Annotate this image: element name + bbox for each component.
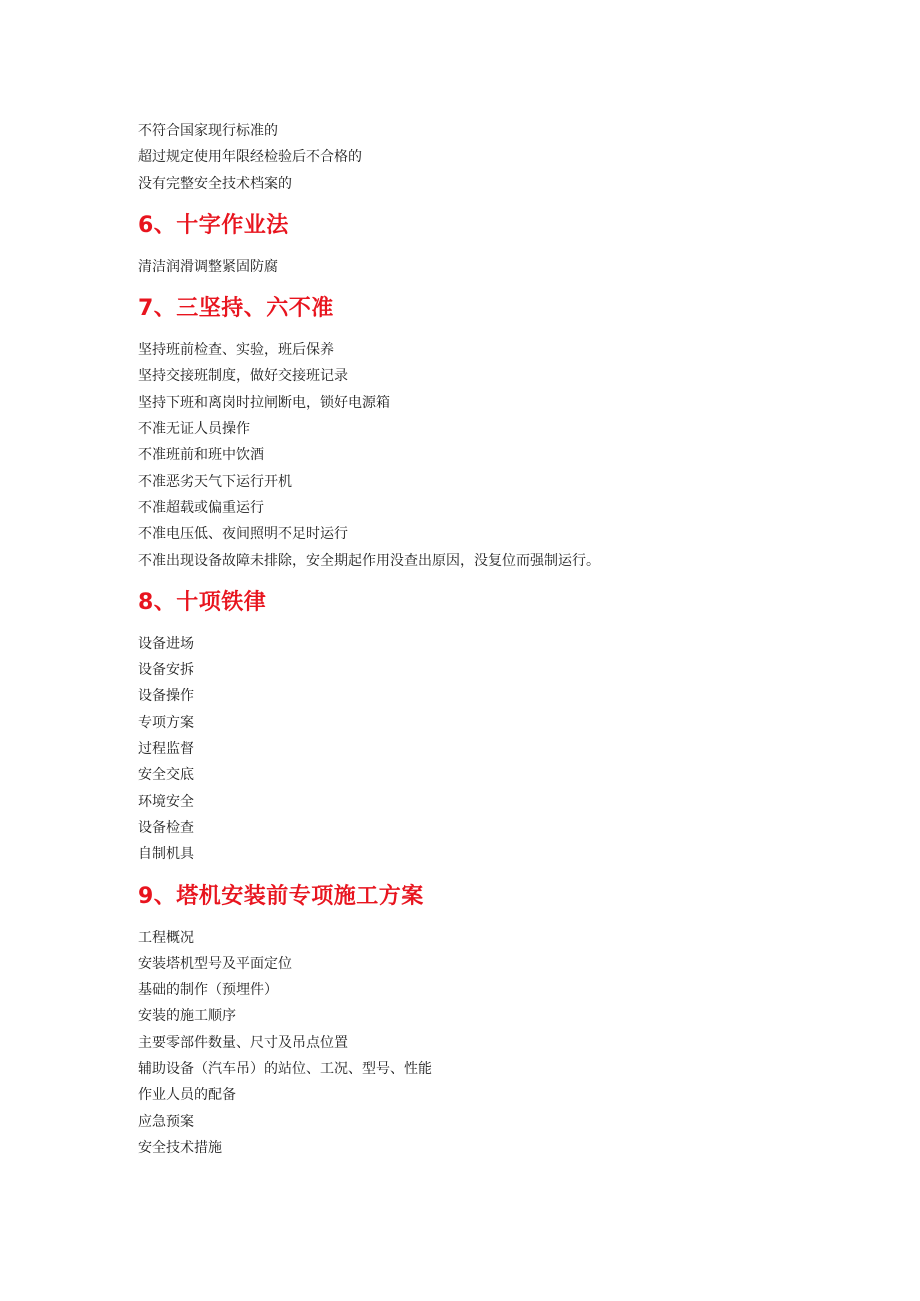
section-heading: 9、塔机安装前专项施工方案 — [138, 883, 424, 909]
list-item: 坚持交接班制度，做好交接班记录 — [138, 368, 348, 385]
list-item: 超过规定使用年限经检验后不合格的 — [138, 149, 362, 166]
list-item: 不准无证人员操作 — [138, 421, 250, 438]
section-9 — [138, 882, 858, 1162]
list-item: 基础的制作（预埋件） — [138, 982, 278, 999]
section-heading: 6、十字作业法 — [138, 212, 289, 238]
list-item: 坚持班前检查、实验，班后保养 — [138, 342, 334, 359]
list-item: 不准超载或偏重运行 — [138, 499, 264, 516]
list-item: 设备安拆 — [138, 662, 194, 679]
document-page — [138, 118, 858, 1161]
list-item: 应急预案 — [138, 1113, 194, 1130]
list-item: 工程概况 — [138, 929, 194, 946]
section-6 — [138, 211, 858, 280]
list-item: 设备检查 — [138, 819, 194, 836]
list-item: 不符合国家现行标准的 — [138, 123, 278, 139]
list-item: 自制机具 — [138, 846, 194, 863]
list-item: 设备进场 — [138, 635, 194, 652]
list-item: 不准恶劣天气下运行开机 — [138, 473, 292, 490]
list-item: 设备操作 — [138, 688, 194, 705]
list-item: 安装塔机型号及平面定位 — [138, 955, 292, 972]
list-item: 不准电压低、夜间照明不足时运行 — [138, 526, 348, 543]
list-item: 安全交底 — [138, 767, 194, 784]
section-7 — [138, 294, 858, 574]
list-item: 不准班前和班中饮酒 — [138, 447, 264, 464]
list-item: 清洁润滑调整紧固防腐 — [138, 258, 278, 275]
list-item: 安装的施工顺序 — [138, 1008, 236, 1025]
list-item: 不准出现设备故障未排除，安全期起作用没查出原因，没复位而强制运行。 — [138, 552, 600, 569]
list-item: 辅助设备（汽车吊）的站位、工况、型号、性能 — [138, 1061, 432, 1078]
list-item: 专项方案 — [138, 714, 194, 731]
list-item: 主要零部件数量、尺寸及吊点位置 — [138, 1034, 348, 1051]
list-item: 没有完整安全技术档案的 — [138, 175, 292, 192]
list-item: 安全技术措施 — [138, 1139, 222, 1156]
section-heading: 7、三坚持、六不准 — [138, 296, 334, 322]
list-item: 坚持下班和离岗时拉闸断电，锁好电源箱 — [138, 394, 390, 411]
list-item: 环境安全 — [138, 793, 194, 810]
list-item: 过程监督 — [138, 741, 194, 758]
list-item: 作业人员的配备 — [138, 1087, 236, 1104]
section-heading: 8、十项铁律 — [138, 589, 267, 615]
intro-list — [138, 118, 858, 197]
section-8 — [138, 588, 858, 868]
